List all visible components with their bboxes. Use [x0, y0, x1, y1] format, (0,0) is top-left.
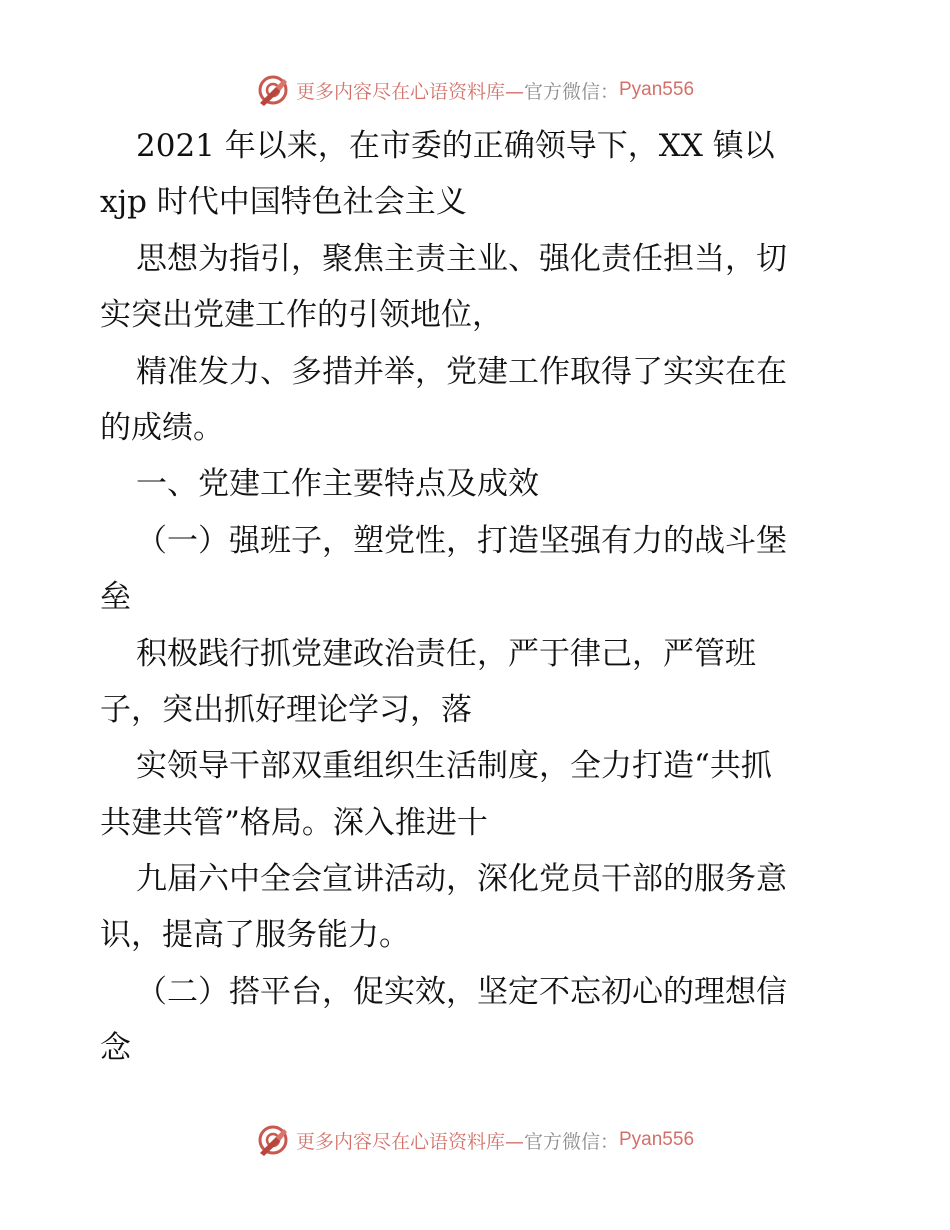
pen-logo-icon [256, 73, 290, 107]
paragraph-line: 思想为指引，聚焦主责主业、强化责任担当，切 [136, 240, 787, 277]
paragraph-line: 垒 [100, 579, 131, 616]
paragraph-line: 精准发力、多措并举，党建工作取得了实实在在 [136, 353, 787, 390]
paragraph-line: 积极践行抓党建政治责任，严于律己，严管班 [136, 635, 756, 672]
banner-text: 更多内容尽在心语资料库— [295, 1130, 524, 1153]
paragraph-line: xjp 时代中国特色社会主义 [100, 184, 467, 221]
paragraph-line: 子，突出抓好理论学习，落 [100, 691, 472, 728]
banner-handle: Pyan556 [619, 1129, 695, 1150]
footer-banner [0, 1120, 950, 1160]
paragraph-line: 的成绩。 [100, 409, 224, 446]
paragraph-line: 共建共管”格局。深入推进十 [100, 804, 488, 841]
banner-text: 更多内容尽在心语资料库— [295, 80, 524, 103]
banner-handle: Pyan556 [619, 79, 695, 100]
pen-logo-icon [256, 1123, 290, 1157]
paragraph-line: 实领导干部双重组织生活制度，全力打造“共抓 [136, 748, 772, 785]
banner-wechat-label: 官方微信： [523, 1130, 619, 1153]
paragraph-line: 实突出党建工作的引领地位， [100, 297, 503, 334]
document-body [100, 118, 860, 1077]
banner-wechat-label: 官方微信： [523, 80, 619, 103]
header-banner [0, 70, 950, 110]
paragraph-line: 识，提高了服务能力。 [100, 917, 410, 954]
subsection-heading: （一）强班子，塑党性，打造坚强有力的战斗堡 [136, 522, 787, 559]
section-heading: 一、党建工作主要特点及成效 [136, 466, 539, 503]
paragraph-line: 2021 年以来，在市委的正确领导下，XX 镇以 [136, 128, 775, 164]
paragraph-line: 念 [100, 1030, 131, 1067]
subsection-heading: （二）搭平台，促实效，坚定不忘初心的理想信 [136, 973, 787, 1010]
paragraph-line: 九届六中全会宣讲活动，深化党员干部的服务意 [136, 861, 787, 898]
